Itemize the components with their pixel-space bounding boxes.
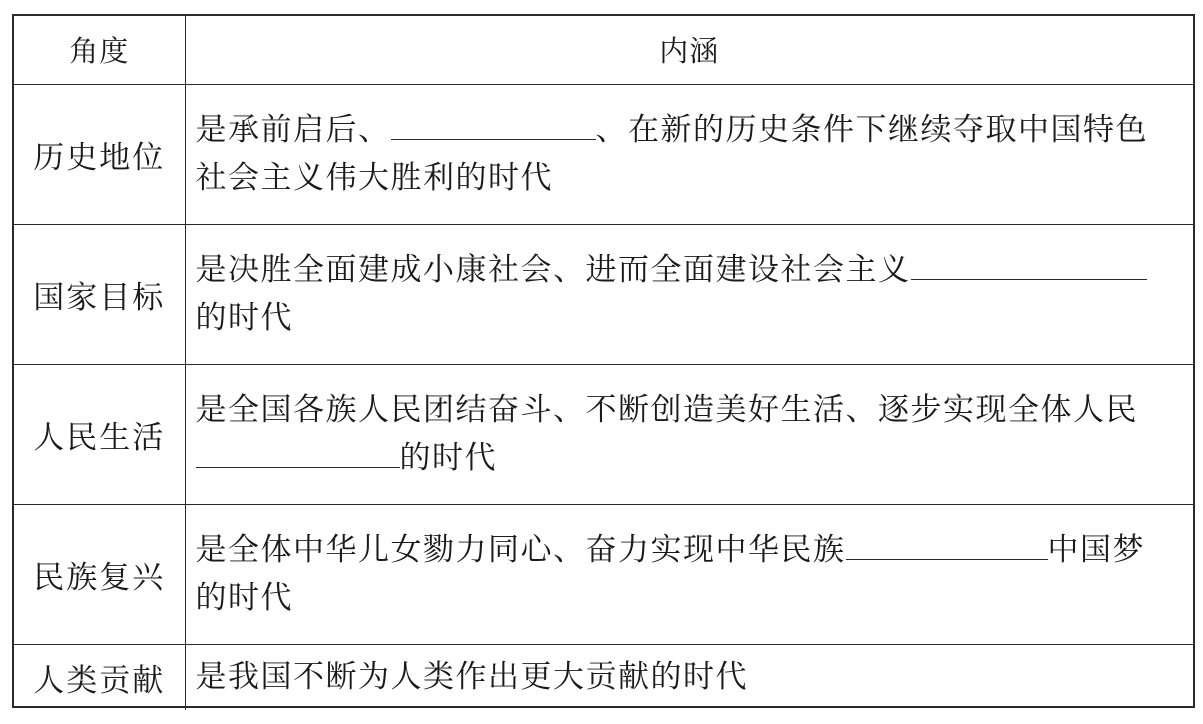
text-segment: 的时代 (399, 440, 497, 476)
table-row (14, 224, 1193, 364)
content-cell (185, 224, 1193, 364)
aspect-cell: 人类贡献 (14, 644, 185, 710)
content-cell (185, 364, 1193, 504)
content-line (196, 653, 1186, 701)
content-line (196, 154, 1186, 202)
table-row (14, 364, 1193, 504)
header-aspect: 角度 (14, 16, 185, 84)
fill-in-blank (846, 529, 1048, 560)
text-segment: 中国梦 (1047, 532, 1145, 568)
text-segment: 的时代 (195, 580, 293, 616)
fill-in-blank (391, 109, 596, 140)
text-segment: 社会主义伟大胜利的时代 (195, 160, 553, 196)
content-cell (185, 504, 1193, 644)
aspect-cell: 国家目标 (14, 224, 185, 364)
header-meaning: 内涵 (185, 16, 1193, 84)
aspect-cell: 历史地位 (14, 84, 185, 224)
text-segment: 是全体中华儿女勠力同心、奋力实现中华民族 (195, 532, 846, 568)
content-line (196, 386, 1186, 434)
content-line (196, 434, 1186, 482)
table (14, 16, 1193, 710)
content-line (196, 246, 1186, 294)
content-line (196, 574, 1186, 622)
content-line (196, 106, 1186, 154)
text-segment: 是我国不断为人类作出更大贡献的时代 (195, 659, 748, 696)
meaning-table (12, 14, 1195, 708)
content-line (196, 526, 1186, 574)
aspect-cell: 人民生活 (14, 364, 185, 504)
fill-in-blank (911, 249, 1147, 280)
text-segment: 是承前启后、 (195, 112, 391, 148)
fill-in-blank (196, 437, 400, 468)
content-cell (185, 644, 1193, 710)
content-cell (185, 84, 1193, 224)
table-row (14, 644, 1193, 710)
table-header-row (14, 16, 1193, 84)
text-segment: 的时代 (195, 300, 293, 336)
table-row (14, 84, 1193, 224)
text-segment: 、在新的历史条件下继续夺取中国特色 (595, 112, 1148, 148)
text-segment: 是决胜全面建成小康社会、进而全面建设社会主义 (195, 252, 911, 288)
aspect-cell: 民族复兴 (14, 504, 185, 644)
content-line (196, 294, 1186, 342)
table-row (14, 504, 1193, 644)
text-segment: 是全国各族人民团结奋斗、不断创造美好生活、逐步实现全体人民 (195, 392, 1138, 428)
